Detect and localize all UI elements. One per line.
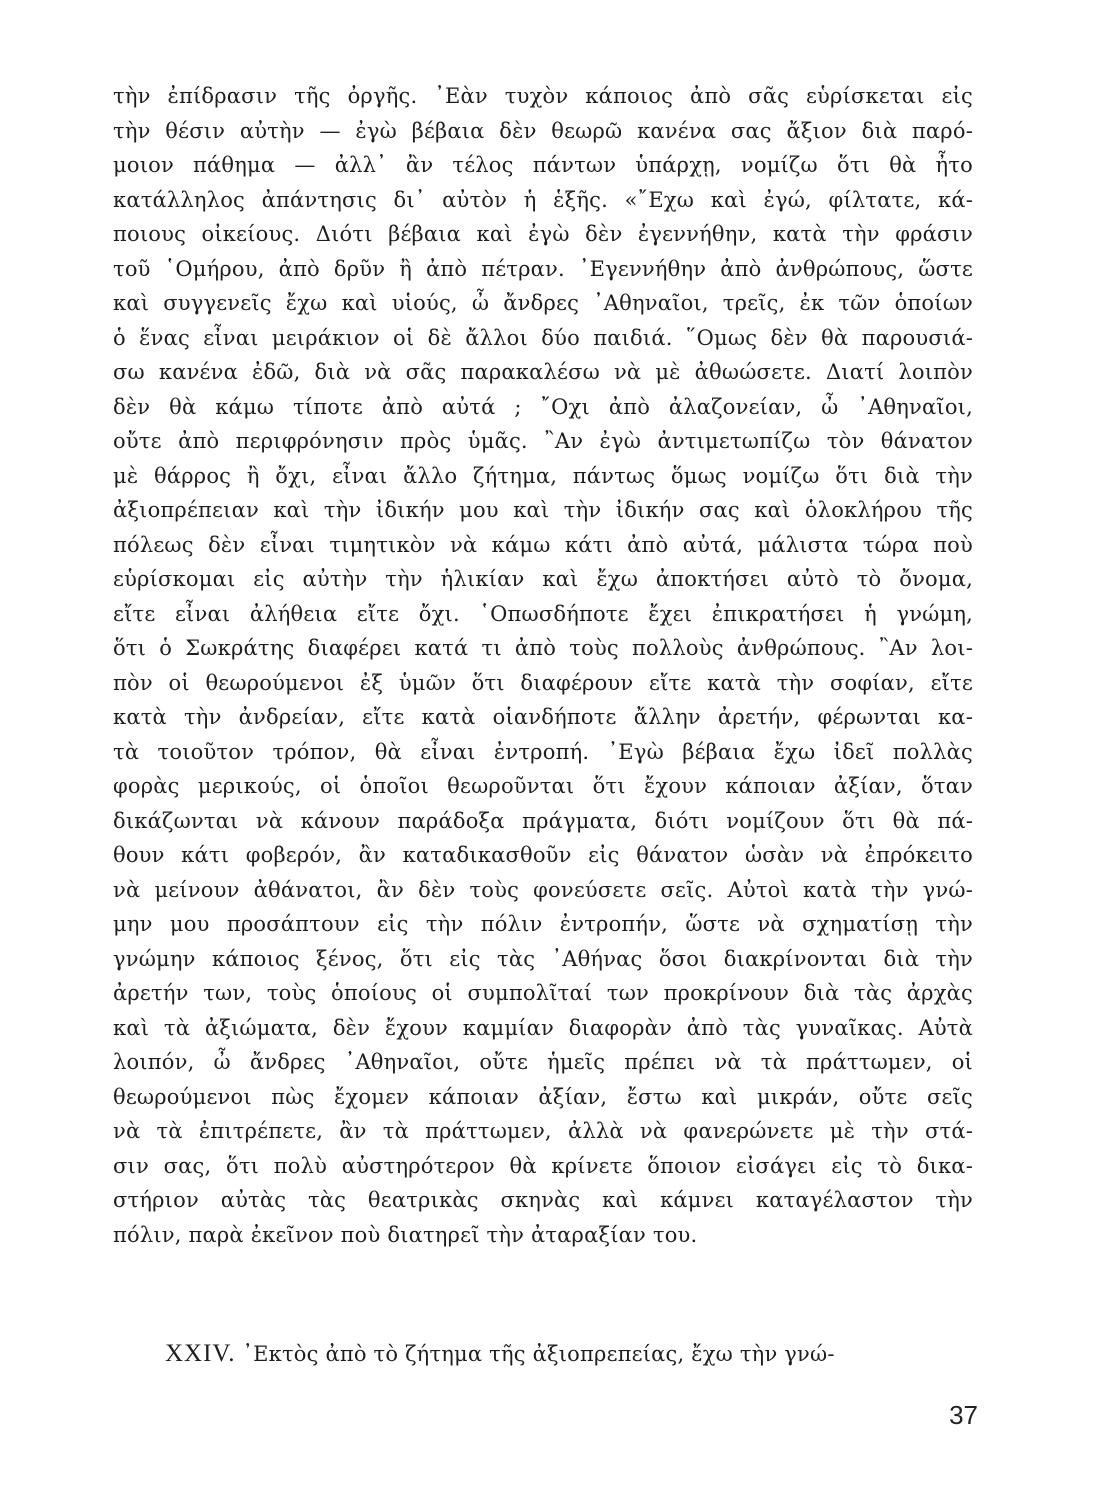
text-line: μὲ θάρρος ἢ ὄχι, εἶναι ἄλλο ζήτημα, πάντως ὅμως νομίζω ὅτι διὰ τὴν bbox=[113, 463, 973, 488]
text-line: νὰ μείνουν ἀθάνατοι, ἂν δὲν τοὺς φονεύσετε σεῖς. Αὐτοὶ κατὰ τὴν γνώ- bbox=[113, 877, 973, 902]
text-line: τὴν θέσιν αὐτὴν — ἐγὼ βέβαια δὲν θεωρῶ κανένα σας ἄξιον διὰ παρό- bbox=[113, 118, 973, 143]
text-line: δικάζωνται νὰ κάνουν παράδοξα πράγματα, διότι νομίζουν ὅτι θὰ πά- bbox=[113, 808, 973, 833]
section-text: ᾿Εκτὸς ἀπὸ τὸ ζήτημα τῆς ἀξιοπρεπείας, ἔχω τὴν γνώ- bbox=[242, 1342, 835, 1366]
text-line: θεωρούμενοι πὼς ἔχομεν κάποιαν ἀξίαν, ἔστω καὶ μικράν, οὔτε σεῖς bbox=[113, 1084, 973, 1109]
text-line: μοιον πάθημα — ἀλλ᾿ ἂν τέλος πάντων ὑπάρχῃ, νομίζω ὅτι θὰ ἦτο bbox=[113, 153, 973, 177]
text-line: κατάλληλος ἀπάντησις δι᾿ αὐτὸν ἡ ἑξῆς. «῎Εχω καὶ ἐγώ, φίλτατε, κά- bbox=[113, 187, 973, 212]
text-line: δὲν θὰ κάμω τίποτε ἀπὸ αὐτά ; ῎Οχι ἀπὸ ἀλαζονείαν, ὦ ᾿Αθηναῖοι, bbox=[113, 394, 973, 419]
body-text bbox=[113, 79, 973, 1252]
text-line: ὁ ἕνας εἶναι μειράκιον οἱ δὲ ἄλλοι δύο παιδιά. ῞Ομως δὲν θὰ παρουσιά- bbox=[113, 325, 973, 350]
section-first-line bbox=[165, 1337, 973, 1372]
text-line: εἴτε εἶναι ἀλήθεια εἴτε ὄχι. ῾Οπωσδήποτε ἔχει ἐπικρατήσει ἡ γνώμη, bbox=[113, 601, 973, 626]
text-line: πὸν οἱ θεωρούμενοι ἐξ ὑμῶν ὅτι διαφέρουν εἴτε κατὰ τὴν σοφίαν, εἴτε bbox=[113, 670, 973, 695]
text-line: καὶ τὰ ἀξιώματα, δὲν ἔχουν καμμίαν διαφορὰν ἀπὸ τὰς γυναῖκας. Αὐτὰ bbox=[113, 1015, 973, 1040]
text-line: τοῦ ῾Ομήρου, ἀπὸ δρῦν ἢ ἀπὸ πέτραν. ᾿Εγεννήθην ἀπὸ ἀνθρώπους, ὥστε bbox=[113, 256, 973, 281]
text-line: φορὰς μερικούς, οἱ ὁποῖοι θεωροῦνται ὅτι ἔχουν κάποιαν ἀξίαν, ὅταν bbox=[113, 774, 973, 798]
text-line: καὶ συγγενεῖς ἔχω καὶ υἱούς, ὦ ἄνδρες ᾿Αθηναῖοι, τρεῖς, ἐκ τῶν ὁποίων bbox=[113, 291, 973, 315]
text-line: κατὰ τὴν ἀνδρείαν, εἴτε κατὰ οἱανδήποτε ἄλλην ἀρετήν, φέρωνται κα- bbox=[113, 705, 973, 729]
text-line: σω κανένα ἐδῶ, διὰ νὰ σᾶς παρακαλέσω νὰ μὲ ἀθωώσετε. Διατί λοιπὸν bbox=[113, 360, 973, 384]
text-line: τὴν ἐπίδρασιν τῆς ὀργῆς. ᾿Εὰν τυχὸν κάποιος ἀπὸ σᾶς εὑρίσκεται εἰς bbox=[113, 84, 973, 108]
text-line: τὰ τοιοῦτον τρόπον, θὰ εἶναι ἐντροπή. ᾿Εγὼ βέβαια ἔχω ἰδεῖ πολλὰς bbox=[113, 739, 973, 764]
text-line: σιν σας, ὅτι πολὺ αὐστηρότερον θὰ κρίνετε ὅποιον εἰσάγει εἰς τὸ δικα- bbox=[113, 1153, 973, 1178]
text-line: ποιους οἰκείους. Διότι βέβαια καὶ ἐγὼ δὲν ἐγεννήθην, κατὰ τὴν φράσιν bbox=[113, 222, 973, 246]
section-number: XXIV. bbox=[165, 1340, 236, 1367]
text-line: λοιπόν, ὦ ἄνδρες ᾿Αθηναῖοι, οὔτε ἡμεῖς πρέπει νὰ τὰ πράττωμεν, οἱ bbox=[113, 1050, 973, 1074]
page-number: 37 bbox=[949, 1400, 978, 1430]
section-paragraph bbox=[165, 1337, 973, 1372]
text-line: εὑρίσκομαι εἰς αὐτὴν τὴν ἡλικίαν καὶ ἔχω ἀποκτήσει αὐτὸ τὸ ὄνομα, bbox=[113, 567, 973, 591]
text-line: ἀξιοπρέπειαν καὶ τὴν ἰδικήν μου καὶ τὴν ἰδικήν σας καὶ ὁλοκλήρου τῆς bbox=[113, 498, 973, 522]
text-line: στήριον αὐτὰς τὰς θεατρικὰς σκηνὰς καὶ κάμνει καταγέλαστον τὴν bbox=[113, 1188, 973, 1212]
text-line: πόλεως δὲν εἶναι τιμητικὸν νὰ κάμω κάτι ἀπὸ αὐτά, μάλιστα τώρα ποὺ bbox=[113, 532, 973, 557]
text-line: ἀρετήν των, τοὺς ὁποίους οἱ συμπολῖταί των προκρίνουν διὰ τὰς ἀρχὰς bbox=[113, 981, 973, 1005]
text-line: θουν κάτι φοβερόν, ἂν καταδικασθοῦν εἰς θάνατον ὡσὰν νὰ ἐπρόκειτο bbox=[113, 843, 973, 867]
text-line: πόλιν, παρὰ ἐκεῖνον ποὺ διατηρεῖ τὴν ἀταραξίαν του. bbox=[113, 1222, 698, 1247]
text-line: μην μου προσάπτουν εἰς τὴν πόλιν ἐντροπήν, ὥστε νὰ σχηματίσῃ τὴν bbox=[113, 912, 973, 936]
text-line: γνώμην κάποιος ξένος, ὅτι εἰς τὰς ᾿Αθήνας ὅσοι διακρίνονται διὰ τὴν bbox=[113, 946, 973, 971]
text-line: νὰ τὰ ἐπιτρέπετε, ἂν τὰ πράττωμεν, ἀλλὰ νὰ φανερώνετε μὲ τὴν στά- bbox=[113, 1119, 973, 1143]
text-line: οὔτε ἀπὸ περιφρόνησιν πρὸς ὑμᾶς. ῍Αν ἐγὼ ἀντιμετωπίζω τὸν θάνατον bbox=[113, 429, 973, 453]
text-line: ὅτι ὁ Σωκράτης διαφέρει κατά τι ἀπὸ τοὺς πολλοὺς ἀνθρώπους. ῍Αν λοι- bbox=[113, 636, 973, 660]
